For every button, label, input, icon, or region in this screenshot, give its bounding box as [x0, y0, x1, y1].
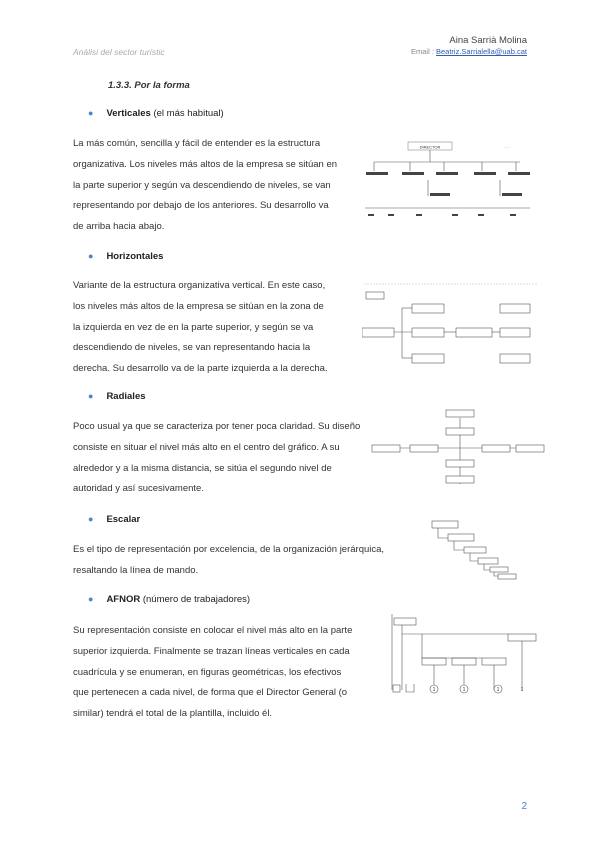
text-line: resaltando la línea de mando. — [73, 564, 199, 576]
header-left-title: Anàlisi del sector turístic — [73, 47, 165, 57]
horizontal-org-chart-diagram — [362, 282, 540, 374]
text-line: Poco usual ya que se caracteriza por tener poca claridad. Su diseño — [73, 421, 361, 432]
radial-org-chart-diagram — [352, 408, 548, 488]
bullet-suffix: (el más habitual) — [150, 108, 224, 119]
afnor-count: 1 — [432, 687, 436, 693]
text-line: autoridad y así sucesivamente. — [73, 483, 204, 495]
text-line: derecha. Su desarrollo va de la parte izquierda a la derecha. — [73, 363, 328, 375]
email-link[interactable]: Beatriz.Sarrialella@uab.cat — [436, 47, 527, 56]
bullet-dot-icon: ● — [88, 514, 94, 524]
bullet-dot-icon: ● — [88, 251, 94, 261]
afnor-count: 1 — [520, 687, 524, 693]
afnor-count: 1 — [462, 687, 466, 693]
bullet-horizontales — [88, 251, 163, 262]
page-number: 2 — [521, 801, 527, 812]
header-author-name: Aina Sarrià Molina — [449, 35, 527, 46]
text-line: organizativa. Los niveles más altos de la empresa se sitúan en — [73, 158, 338, 170]
afnor-org-chart-diagram — [388, 612, 548, 704]
text-line: la izquierda en vez de en la parte superior, y según se va — [73, 321, 314, 333]
bullet-dot-icon: ● — [88, 108, 94, 118]
bullet-escalar — [88, 514, 140, 525]
text-line: La más común, sencilla y fácil de entender es la estructura — [73, 138, 321, 149]
bullet-suffix: (número de trabajadores) — [140, 594, 251, 605]
text-line: cuadrícula y se enumeran, en figuras geométricas, los efectivos — [73, 666, 342, 678]
bullet-radiales — [88, 391, 146, 402]
text-line: representando por debajo de los anteriores. Su desarrollo va — [73, 200, 329, 212]
bullet-title: Radiales — [106, 391, 146, 402]
text-line: Variante de la estructura organizativa vertical. En este caso, — [73, 280, 326, 291]
vertical-org-chart-diagram — [360, 136, 535, 220]
afnor-count: 1 — [496, 687, 500, 693]
section-title: 1.3.3. Por la forma — [108, 80, 190, 91]
paragraph-horizontales — [73, 276, 363, 380]
scalar-org-chart-diagram — [428, 518, 528, 584]
svg-text:-----: ----- — [504, 144, 511, 149]
bullet-title: Verticales — [106, 108, 151, 119]
paragraph-escalar — [73, 540, 433, 582]
bullet-title: Horizontales — [106, 251, 164, 262]
header-email — [411, 47, 527, 56]
paragraph-radiales — [73, 417, 363, 500]
text-line: descendiendo de niveles, se van representando hacia la — [73, 342, 311, 354]
bullet-title: Escalar — [106, 514, 141, 525]
text-line: que pertenecen a cada nivel, de forma que el Director General (o — [73, 687, 348, 699]
text-line: consiste en situar el nivel más alto en el centro del gráfico. A su — [73, 441, 340, 453]
bullet-verticales — [88, 108, 224, 119]
bullet-title: AFNOR — [106, 594, 141, 605]
text-line: similar) tendrá el total de la plantilla, incluido él. — [73, 708, 273, 720]
org-box-top-label: DIRECTOR — [419, 144, 441, 150]
email-label: Email : — [410, 47, 436, 56]
text-line: de arriba hacia abajo. — [73, 221, 165, 233]
text-line: Su representación consiste en colocar el nivel más alto en la parte — [73, 625, 353, 636]
text-line: la parte superior y según va descendiendo de niveles, se van — [73, 179, 331, 191]
paragraph-verticales — [73, 134, 358, 238]
text-line: los niveles más altos de la empresa se sitúan en la zona de — [73, 300, 324, 312]
bullet-dot-icon: ● — [88, 391, 94, 401]
text-line: Es el tipo de representación por excelencia, de la organización jerárquica, — [73, 544, 385, 555]
paragraph-afnor — [73, 621, 368, 725]
bullet-afnor — [88, 594, 250, 605]
text-line: superior izquierda. Finalmente se trazan líneas verticales en cada — [73, 645, 350, 657]
bullet-dot-icon: ● — [88, 594, 94, 604]
text-line: alrededor y a la misma distancia, se sitúa el segundo nivel de — [73, 462, 332, 474]
